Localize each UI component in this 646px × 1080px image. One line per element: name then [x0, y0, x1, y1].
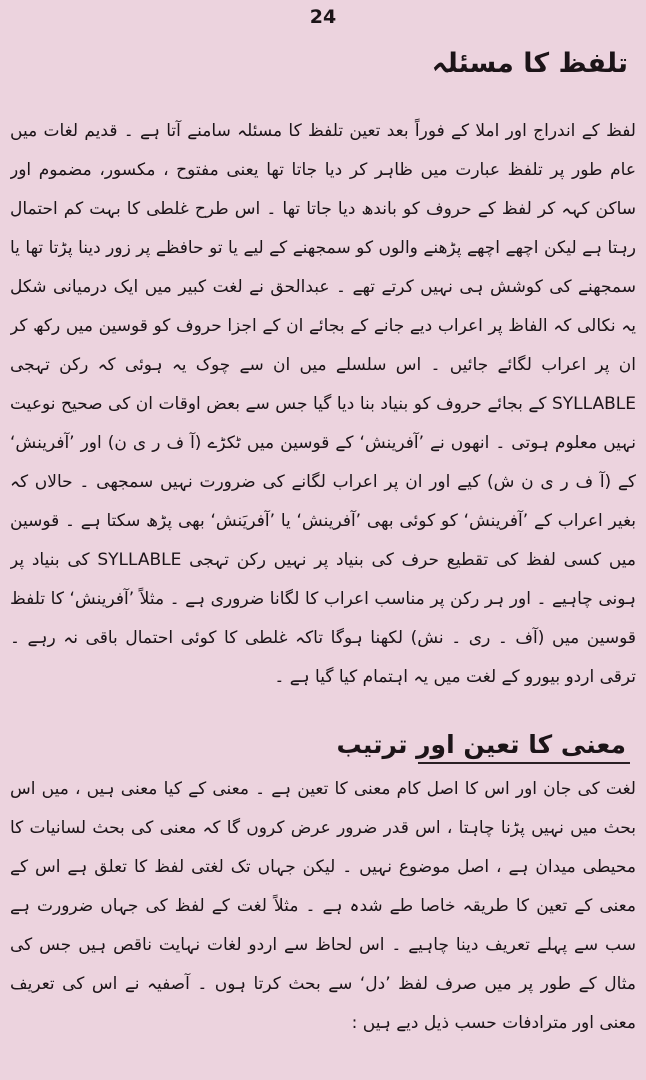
section-heading-meaning: معنی کا تعین اور ترتیب — [336, 730, 626, 759]
heading-underline — [418, 762, 630, 764]
page-number: 24 — [309, 6, 337, 28]
paragraph-pronunciation: لفظ کے اندراج اور املا کے فوراً بعد تعین تلفظ کا مسئلہ سامنے آتا ہے ۔ قدیم لغات میں عام طور پر تلفظ عبارت میں ظاہر کر دیا جاتا تھا یعنی مفتوح ، مکسور، مضموم اور ساکن کہہ کر لفظ کے حروف کو باندھ دیا جاتا تھا ۔ اس طرح غلطی کا بہت کم احتمال رہتا ہے لیکن اچھے اچھے پڑھنے والوں کو سمجھنے کے لیے یا تو حافظے پر زور دینا پڑتا تھا یا سمجھنے کی کوشش ہی نہیں کرتے تھے ۔ عبدالحق نے لغت کبیر میں ایک درمیانی شکل یہ نکالی کہ الفاظ پر اعراب دیے جانے کے بجائے ان کے اجزا حروف کو قوسین میں رکھ کر ان پر اعراب لگائے جائیں ۔ اس سلسلے میں ان سے چوک یہ ہوئی کہ رکن تہجی SYLLABLE کے بجائے حروف کو بنیاد بنا دیا گیا جس سے بعض اوقات ان کی صحیح نوعیت نہیں معلوم ہوتی ۔ انھوں نے ’آفرینش‘ کے قوسین میں ٹکڑے (آ ف ر ی ن) اور ’آفرینش‘ کے (آ ف ر ی ن ش) کیے اور ان پر اعراب لگانے کی ضرورت نہیں سمجھی ۔ حالاں کہ بغیر اعراب کے ’آفرینش‘ کو کوئی بھی ’آفرینش‘ یا ’آفریَنش‘ بھی پڑھ سکتا ہے ۔ قوسین میں کسی لفظ کی تقطیع حرف کی بنیاد پر نہیں رکن تہجی SYLLABLE کی بنیاد پر ہونی چاہیے ۔ اور ہر رکن پر مناسب اعراب کا لگانا ضروری ہے ۔ مثلاً ’آفرینش‘ کا تلفظ قوسین میں (آف ۔ ری ۔ نش) لکھنا ہوگا تاکہ غلطی کا کوئی احتمال باقی نہ رہے ۔ ترقی اردو بیورو کے لغت میں یہ اہتمام کیا گیا ہے ۔ — [10, 121, 636, 687]
paragraph-meaning: لغت کی جان اور اس کا اصل کام معنی کا تعین ہے ۔ معنی کے کیا معنی ہیں ، میں اس بحث میں نہیں پڑنا چاہتا ، اس قدر ضرور عرض کروں گا کہ معنی کی بحث لسانیات کا محیطی میدان ہے ، اصل موضوع نہیں ۔ لیکن جہاں تک لغتی لفظ کا تعلق ہے اس کے معنی کے تعین کا طریقہ خاصا طے شدہ ہے ۔ مثلاً لغت کے لفظ کی جہاں ضرورت ہے سب سے پہلے تعریف دینا چاہیے ۔ اس لحاظ سے اردو لغات نہایت ناقص ہیں جس کی مثال کے طور پر میں صرف لفظ ’دل‘ سے بحث کرتا ہوں ۔ آصفیہ نے اس کی تعریف معنی اور مترادفات حسب ذیل دیے ہیں : — [10, 779, 636, 1033]
section-heading-pronunciation: تلفظ کا مسئلہ — [431, 48, 628, 79]
